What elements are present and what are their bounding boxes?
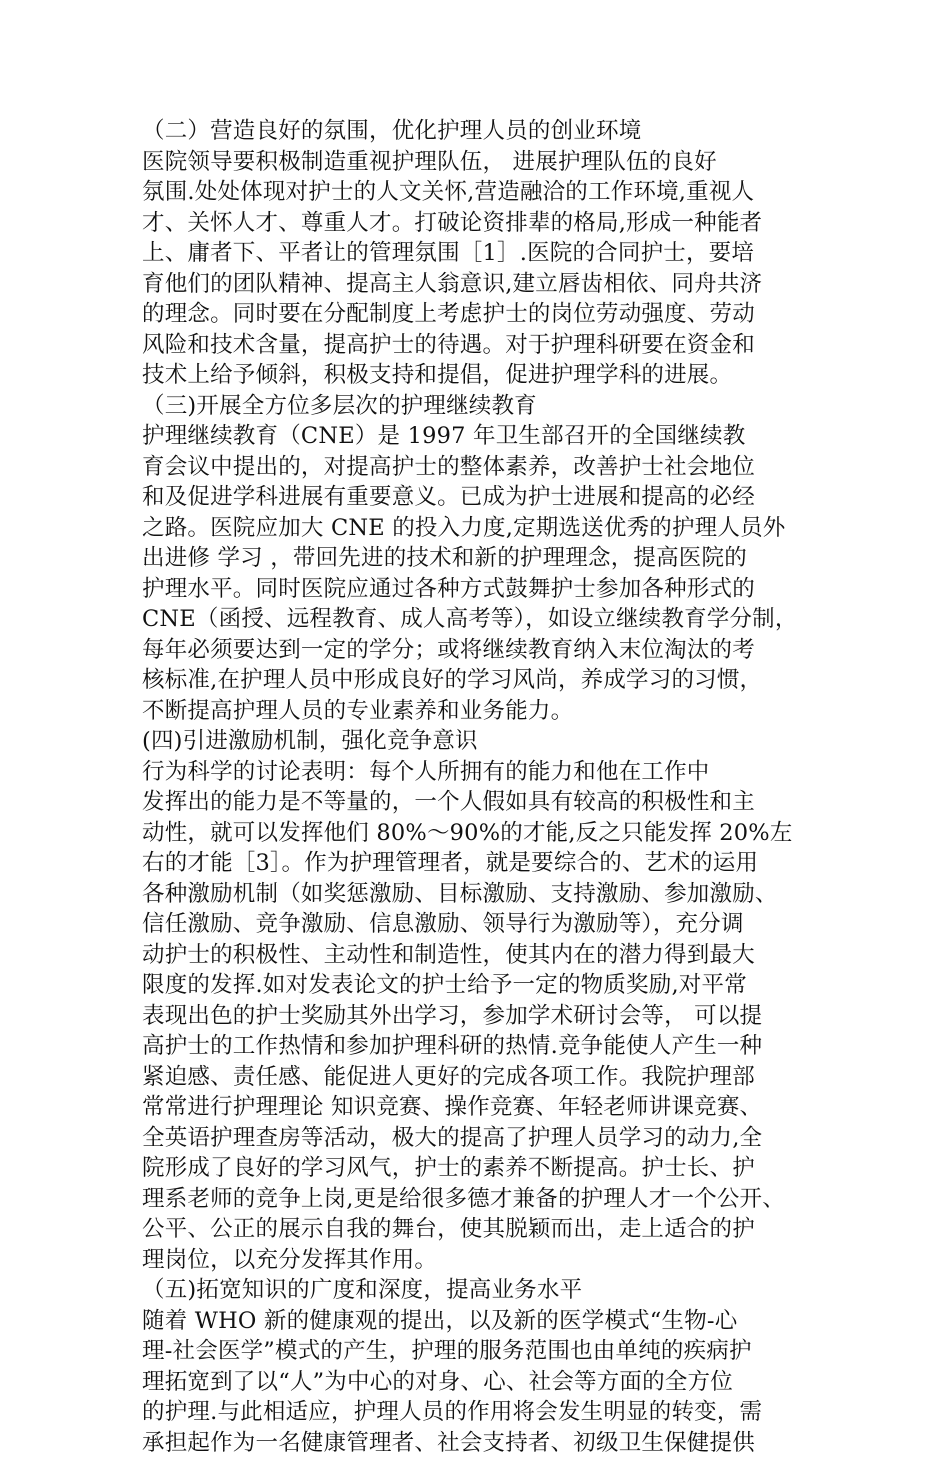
paragraph-line: 理拓宽到了以“人”为中心的对身、心、社会等方面的全方位 [142, 1367, 814, 1398]
paragraph-line: 信任激励、竞争激励、信息激励、领导行为激励等），充分调 [142, 909, 814, 940]
paragraph-line: 的理念。同时要在分配制度上考虑护士的岗位劳动强度、劳动 [142, 299, 814, 330]
paragraph-line: 育他们的团队精神、提高主人翁意识,建立唇齿相依、同舟共济 [142, 269, 814, 300]
paragraph-line: 右的才能［3］。作为护理管理者，就是要综合的、艺术的运用 [142, 848, 814, 879]
paragraph-line: 随着 WHO 新的健康观的提出，以及新的医学模式“生物-心 [142, 1306, 814, 1337]
paragraph-line: 育会议中提出的，对提高护士的整体素养，改善护士社会地位 [142, 452, 814, 483]
paragraph-line: 技术上给予倾斜，积极支持和提倡，促进护理学科的进展。 [142, 360, 814, 391]
section-heading-2: （二）营造良好的氛围，优化护理人员的创业环境 [142, 116, 814, 147]
paragraph-line: 氛围.处处体现对护士的人文关怀,营造融洽的工作环境,重视人 [142, 177, 814, 208]
paragraph-line: 理岗位，以充分发挥其作用。 [142, 1245, 814, 1276]
paragraph-line: 上、庸者下、平者让的管理氛围［1］.医院的合同护士，要培 [142, 238, 814, 269]
paragraph-line: 护理水平。同时医院应通过各种方式鼓舞护士参加各种形式的 [142, 574, 814, 605]
paragraph-line: 全英语护理查房等活动，极大的提高了护理人员学习的动力,全 [142, 1123, 814, 1154]
paragraph-line: 核标准,在护理人员中形成良好的学习风尚，养成学习的习惯， [142, 665, 814, 696]
paragraph-line: 限度的发挥.如对发表论文的护士给予一定的物质奖励,对平常 [142, 970, 814, 1001]
paragraph-line: 出进修 学习 ，带回先进的技术和新的护理理念，提高医院的 [142, 543, 814, 574]
section-heading-4: (四)引进激励机制，强化竞争意识 [142, 726, 814, 757]
paragraph-line: 才、关怀人才、尊重人才。打破论资排辈的格局,形成一种能者 [142, 208, 814, 239]
paragraph-line: 理系老师的竞争上岗,更是给很多德才兼备的护理人才一个公开、 [142, 1184, 814, 1215]
paragraph-line: 动性，就可以发挥他们 80%～90%的才能,反之只能发挥 20%左 [142, 818, 814, 849]
paragraph-line: 医院领导要积极制造重视护理队伍， 进展护理队伍的良好 [142, 147, 814, 178]
paragraph-line: 行为科学的讨论表明：每个人所拥有的能力和他在工作中 [142, 757, 814, 788]
paragraph-line: CNE（函授、远程教育、成人高考等），如设立继续教育学分制， [142, 604, 814, 635]
paragraph-line: 紧迫感、责任感、能促进人更好的完成各项工作。我院护理部 [142, 1062, 814, 1093]
paragraph-line: 发挥出的能力是不等量的，一个人假如具有较高的积极性和主 [142, 787, 814, 818]
paragraph-line: 公平、公正的展示自我的舞台，使其脱颖而出，走上适合的护 [142, 1214, 814, 1245]
section-heading-3: （三)开展全方位多层次的护理继续教育 [142, 391, 814, 422]
paragraph-line: 表现出色的护士奖励其外出学习，参加学术研讨会等， 可以提 [142, 1001, 814, 1032]
paragraph-line: 院形成了良好的学习风气，护士的素养不断提高。护士长、护 [142, 1153, 814, 1184]
section-heading-5: （五)拓宽知识的广度和深度，提高业务水平 [142, 1275, 814, 1306]
paragraph-line: 不断提高护理人员的专业素养和业务能力。 [142, 696, 814, 727]
paragraph-line: 和及促进学科进展有重要意义。已成为护士进展和提高的必经 [142, 482, 814, 513]
paragraph-line: 承担起作为一名健康管理者、社会支持者、初级卫生保健提供 [142, 1428, 814, 1458]
paragraph-line: 理-社会医学”模式的产生，护理的服务范围也由单纯的疾病护 [142, 1336, 814, 1367]
paragraph-line: 每年必须要达到一定的学分；或将继续教育纳入末位淘汰的考 [142, 635, 814, 666]
paragraph-line: 常常进行护理理论 知识竞赛、操作竞赛、年轻老师讲课竞赛、 [142, 1092, 814, 1123]
paragraph-line: 动护士的积极性、主动性和制造性，使其内在的潜力得到最大 [142, 940, 814, 971]
paragraph-line: 护理继续教育（CNE）是 1997 年卫生部召开的全国继续教 [142, 421, 814, 452]
paragraph-line: 高护士的工作热情和参加护理科研的热情.竞争能使人产生一种 [142, 1031, 814, 1062]
paragraph-line: 之路。医院应加大 CNE 的投入力度,定期选送优秀的护理人员外 [142, 513, 814, 544]
body-text [142, 116, 814, 1458]
paragraph-line: 的护理.与此相适应，护理人员的作用将会发生明显的转变，需 [142, 1397, 814, 1428]
paragraph-line: 各种激励机制（如奖惩激励、目标激励、支持激励、参加激励、 [142, 879, 814, 910]
paragraph-line: 风险和技术含量，提高护士的待遇。对于护理科研要在资金和 [142, 330, 814, 361]
